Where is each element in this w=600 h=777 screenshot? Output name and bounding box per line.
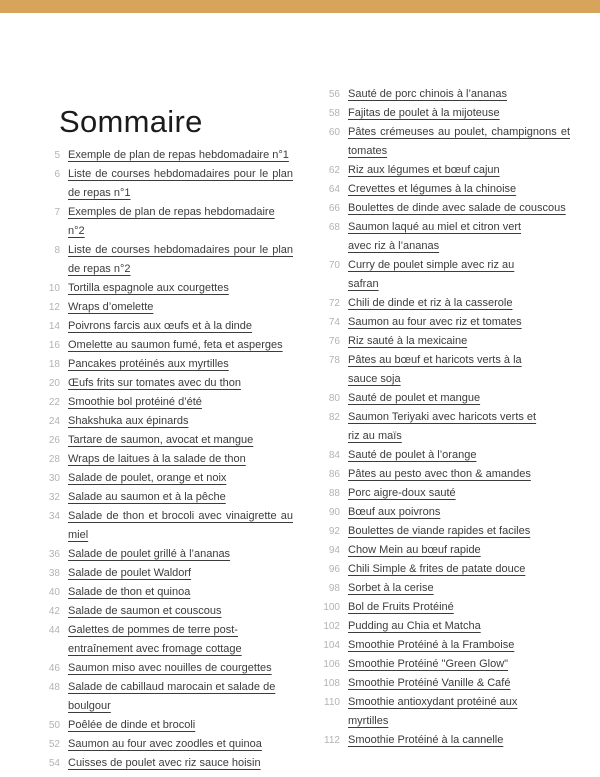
toc-entry-line: Shakshuka aux épinards (68, 415, 189, 427)
toc-page-number: 6 (54, 169, 60, 180)
toc-page-number: 102 (323, 621, 340, 632)
toc-entry-link[interactable] (68, 716, 293, 735)
toc-entry-line: Wraps de laitues à la salade de thon (68, 453, 246, 465)
toc-entry-line: Chow Mein au bœuf rapide (348, 544, 481, 556)
toc-page-number: 106 (323, 659, 340, 670)
toc-entry-link[interactable] (68, 279, 293, 298)
toc-entry-line: Salade de poulet, orange et noix (68, 472, 227, 484)
toc-entry (40, 241, 293, 279)
toc-entry-link[interactable] (348, 503, 570, 522)
toc-entry (40, 355, 293, 374)
toc-entry-link[interactable] (68, 165, 293, 203)
toc-entry-line: Poivrons farcis aux œufs et à la dinde (68, 320, 253, 332)
top-accent-bar (0, 0, 600, 13)
toc-entry (320, 484, 570, 503)
toc-page-number: 78 (328, 355, 340, 366)
toc-entry-link[interactable] (68, 317, 293, 336)
toc-entry-line: Boulettes de dinde avec salade de couscous (348, 202, 566, 214)
toc-entry (320, 560, 570, 579)
toc-entry (40, 716, 293, 735)
toc-entry-link[interactable] (68, 450, 293, 469)
toc-entry-link[interactable] (348, 446, 570, 465)
toc-entry-line: Saumon miso avec nouilles de courgettes (68, 662, 272, 674)
toc-entry-link[interactable] (68, 659, 293, 678)
toc-entry (320, 503, 570, 522)
toc-page-number: 92 (328, 526, 340, 537)
toc-page-number: 108 (323, 678, 340, 689)
toc-entry-link[interactable] (348, 674, 570, 693)
toc-entry-line: Porc aigre-doux sauté (348, 487, 456, 499)
toc-entry-line: Tartare de saumon, avocat et mangue (68, 434, 254, 446)
toc-entry-line: avec riz à l’ananas (348, 240, 440, 252)
toc-entry (40, 488, 293, 507)
toc-entry-line: Saumon Teriyaki avec haricots verts et (348, 411, 537, 423)
toc-entry (320, 294, 570, 313)
toc-entry (40, 507, 293, 545)
toc-entry (40, 450, 293, 469)
toc-entry-link[interactable] (348, 313, 570, 332)
toc-page-number: 96 (328, 564, 340, 575)
toc-entry-link[interactable] (348, 104, 570, 123)
toc-entry-link[interactable] (68, 355, 293, 374)
toc-entry (40, 659, 293, 678)
toc-entry (40, 602, 293, 621)
toc-page-number: 14 (48, 321, 60, 332)
toc-entry (40, 583, 293, 602)
toc-entry-link[interactable] (348, 85, 570, 104)
toc-entry (320, 579, 570, 598)
toc-page-number: 60 (328, 127, 340, 138)
toc-page-number: 36 (48, 549, 60, 560)
toc-entry (40, 279, 293, 298)
toc-entry-link[interactable] (68, 602, 293, 621)
toc-entry-link[interactable] (68, 583, 293, 602)
toc-entry-line: boulgour (68, 700, 111, 712)
toc-entry (320, 85, 570, 104)
toc-entry-link[interactable] (68, 241, 293, 279)
toc-entry-link[interactable] (68, 545, 293, 564)
toc-entry-line: Pudding au Chia et Matcha (348, 620, 481, 632)
toc-entry-link[interactable] (68, 374, 293, 393)
toc-page-number: 44 (48, 625, 60, 636)
toc-entry-line: Cuisses de poulet avec riz sauce hoisin (68, 757, 261, 769)
toc-entry-link[interactable] (348, 161, 570, 180)
toc-entry-line: Chili Simple & frites de patate douce (348, 563, 526, 575)
toc-page-number: 66 (328, 203, 340, 214)
toc-entry-line: Exemples de plan de repas hebdomadaire n°2 (68, 206, 275, 237)
toc-entry-link[interactable] (68, 146, 293, 165)
toc-page-number: 24 (48, 416, 60, 427)
toc-entry (40, 735, 293, 754)
toc-page-number: 84 (328, 450, 340, 461)
toc-entry-link[interactable] (348, 199, 570, 218)
toc-entry-line: Sorbet à la cerise (348, 582, 434, 594)
toc-entry-link[interactable] (348, 579, 570, 598)
toc-entry-line: Exemple de plan de repas hebdomadaire n°1 (68, 149, 289, 161)
toc-page-number: 22 (48, 397, 60, 408)
toc-entry (320, 351, 570, 389)
toc-entry (320, 598, 570, 617)
toc-page-number: 54 (48, 758, 60, 769)
toc-entry-line: Smoothie Protéiné "Green Glow" (348, 658, 509, 670)
toc-entry-line: Saumon laqué au miel et citron vert (348, 221, 522, 233)
toc-entry-line: Salade de thon et quinoa (68, 586, 191, 598)
toc-column-right (320, 85, 570, 750)
toc-page-number: 94 (328, 545, 340, 556)
toc-page-number: 64 (328, 184, 340, 195)
toc-page-number: 82 (328, 412, 340, 423)
toc-entry (320, 655, 570, 674)
toc-entry-line: safran (348, 278, 379, 290)
toc-entry (40, 203, 293, 241)
toc-entry-link[interactable] (68, 431, 293, 450)
toc-entry (320, 389, 570, 408)
toc-entry (40, 146, 293, 165)
toc-entry-link[interactable] (348, 731, 570, 750)
toc-entry (320, 674, 570, 693)
toc-entry-line: Saumon au four avec riz et tomates (348, 316, 522, 328)
toc-entry-line: tomates (348, 145, 388, 157)
toc-entry-link[interactable] (68, 678, 293, 716)
toc-entry-line: Sauté de porc chinois à l’ananas (348, 88, 507, 100)
toc-entry-link[interactable] (348, 484, 570, 503)
toc-entry-link[interactable] (348, 389, 570, 408)
page-title: Sommaire (59, 103, 203, 139)
toc-entry (320, 446, 570, 465)
toc-entry-link[interactable] (348, 465, 570, 484)
toc-entry (320, 123, 570, 161)
toc-page-number: 16 (48, 340, 60, 351)
toc-page-number: 80 (328, 393, 340, 404)
toc-entry-link[interactable] (68, 393, 293, 412)
toc-entry (40, 621, 293, 659)
toc-page-number: 90 (328, 507, 340, 518)
toc-entry (320, 332, 570, 351)
toc-page-number: 28 (48, 454, 60, 465)
toc-entry (40, 564, 293, 583)
toc-entry (320, 408, 570, 446)
toc-entry (320, 199, 570, 218)
toc-entry (40, 545, 293, 564)
toc-entry (40, 431, 293, 450)
toc-entry (320, 256, 570, 294)
toc-entry-line: Smoothie Protéiné Vanille & Café (348, 677, 511, 689)
toc-entry-link[interactable] (68, 507, 293, 545)
toc-page-number: 74 (328, 317, 340, 328)
toc-entry-line: sauce soja (348, 373, 401, 385)
toc-entry-line: entraînement avec fromage cottage (68, 643, 242, 655)
toc-entry (320, 636, 570, 655)
toc-entry-line: Smoothie Protéiné à la cannelle (348, 734, 504, 746)
toc-page-number: 32 (48, 492, 60, 503)
toc-entry (40, 336, 293, 355)
toc-entry-line: Liste de courses hebdomadaires pour le plan (68, 244, 293, 256)
toc-entry-line: Riz aux légumes et bœuf cajun (348, 164, 500, 176)
toc-entry (40, 165, 293, 203)
toc-entry-link[interactable] (68, 621, 293, 659)
toc-entry (40, 317, 293, 336)
toc-page-number: 34 (48, 511, 60, 522)
toc-entry-link[interactable] (348, 560, 570, 579)
toc-entry-link[interactable] (348, 693, 570, 731)
toc-page-number: 48 (48, 682, 60, 693)
toc-entry-line: Wraps d’omelette (68, 301, 154, 313)
toc-entry-link[interactable] (348, 636, 570, 655)
toc-entry-line: Salade au saumon et à la pêche (68, 491, 226, 503)
toc-entry (320, 218, 570, 256)
toc-entry-line: Smoothie Protéiné à la Framboise (348, 639, 515, 651)
toc-page-number: 58 (328, 108, 340, 119)
toc-entry (40, 393, 293, 412)
toc-page-number: 18 (48, 359, 60, 370)
toc-entry (320, 522, 570, 541)
toc-entry-line: miel (68, 529, 89, 541)
toc-entry-link[interactable] (348, 617, 570, 636)
toc-entry-link[interactable] (68, 336, 293, 355)
toc-entry-line: Smoothie antioxydant protéiné aux (348, 696, 518, 708)
toc-page-number: 40 (48, 587, 60, 598)
toc-entry-link[interactable] (68, 735, 293, 754)
toc-page-number: 52 (48, 739, 60, 750)
toc-entry-line: Œufs frits sur tomates avec du thon (68, 377, 242, 389)
toc-entry (320, 541, 570, 560)
toc-column-left (40, 146, 293, 773)
toc-entry-link[interactable] (68, 203, 293, 241)
toc-page-number: 30 (48, 473, 60, 484)
toc-entry (40, 374, 293, 393)
toc-entry-line: Tortilla espagnole aux courgettes (68, 282, 229, 294)
toc-entry-line: Pâtes crémeuses au poulet, champignons et (348, 126, 570, 138)
toc-entry-line: Pâtes au pesto avec thon & amandes (348, 468, 531, 480)
toc-entry-link[interactable] (348, 541, 570, 560)
toc-entry-line: Crevettes et légumes à la chinoise (348, 183, 517, 195)
toc-entry (320, 617, 570, 636)
toc-entry (40, 412, 293, 431)
toc-entry-line: Saumon au four avec zoodles et quinoa (68, 738, 262, 750)
toc-entry-line: Liste de courses hebdomadaires pour le plan (68, 168, 293, 180)
toc-page-number: 46 (48, 663, 60, 674)
toc-page-number: 42 (48, 606, 60, 617)
toc-entry (40, 754, 293, 773)
toc-entry-line: Salade de thon et brocoli avec vinaigrette au (68, 510, 293, 522)
toc-entry-line: Bol de Fruits Protéiné (348, 601, 454, 613)
toc-page-number: 26 (48, 435, 60, 446)
toc-entry-line: de repas n°1 (68, 187, 131, 199)
toc-page-number: 5 (54, 150, 60, 161)
toc-entry-line: Salade de poulet Waldorf (68, 567, 192, 579)
toc-entry (40, 469, 293, 488)
toc-entry (40, 678, 293, 716)
toc-entry-line: riz au maïs (348, 430, 402, 442)
toc-entry-line: Chili de dinde et riz à la casserole (348, 297, 513, 309)
toc-page-number: 110 (324, 697, 340, 708)
toc-page-number: 12 (48, 302, 60, 313)
toc-entry-link[interactable] (68, 412, 293, 431)
toc-page-number: 10 (48, 283, 60, 294)
toc-entry-line: Bœuf aux poivrons (348, 506, 441, 518)
toc-page-number: 56 (328, 89, 340, 100)
toc-entry (320, 731, 570, 750)
toc-entry-line: de repas n°2 (68, 263, 131, 275)
toc-page-number: 20 (48, 378, 60, 389)
toc-entry-line: Salade de poulet grillé à l’ananas (68, 548, 231, 560)
toc-page-number: 68 (328, 222, 340, 233)
toc-entry-link[interactable] (68, 754, 293, 773)
toc-entry (320, 180, 570, 199)
toc-entry (320, 465, 570, 484)
toc-entry-link[interactable] (68, 564, 293, 583)
toc-entry (320, 161, 570, 180)
toc-entry (320, 104, 570, 123)
toc-page-number: 72 (328, 298, 340, 309)
toc-page-number: 88 (328, 488, 340, 499)
toc-page-number: 62 (328, 165, 340, 176)
toc-page-number: 86 (328, 469, 340, 480)
toc-entry-line: Pancakes protéinés aux myrtilles (68, 358, 229, 370)
toc-page-number: 50 (48, 720, 60, 731)
toc-entry (320, 313, 570, 332)
toc-entry-line: Riz sauté à la mexicaine (348, 335, 468, 347)
toc-page-number: 76 (328, 336, 340, 347)
toc-page-number: 98 (328, 583, 340, 594)
toc-page-number: 38 (48, 568, 60, 579)
toc-entry-link[interactable] (348, 351, 570, 389)
toc-page-number: 104 (323, 640, 340, 651)
toc-entry-link[interactable] (348, 256, 570, 294)
toc-entry-line: Salade de saumon et couscous (68, 605, 222, 617)
toc-entry-line: Pâtes au bœuf et haricots verts à la (348, 354, 522, 366)
toc-entry-line: Sauté de poulet et mangue (348, 392, 481, 404)
toc-entry-line: Galettes de pommes de terre post- (68, 624, 238, 636)
toc-entry-line: Boulettes de viande rapides et faciles (348, 525, 531, 537)
toc-entry-link[interactable] (348, 332, 570, 351)
toc-page-number: 7 (54, 207, 60, 218)
toc-page-number: 8 (54, 245, 60, 256)
toc-entry-link[interactable] (68, 469, 293, 488)
toc-entry-line: Sauté de poulet à l’orange (348, 449, 477, 461)
toc-entry-link[interactable] (348, 294, 570, 313)
toc-entry-link[interactable] (68, 298, 293, 317)
toc-entry-link[interactable] (348, 218, 570, 256)
toc-entry (320, 693, 570, 731)
toc-entry-line: Smoothie bol protéiné d’été (68, 396, 202, 408)
toc-entry-link[interactable] (348, 123, 570, 161)
toc-entry-link[interactable] (68, 488, 293, 507)
toc-entry-link[interactable] (348, 598, 570, 617)
toc-page-number: 112 (324, 735, 340, 746)
toc-entry-line: Omelette au saumon fumé, feta et asperges (68, 339, 283, 351)
toc-entry-link[interactable] (348, 655, 570, 674)
toc-entry-line: Curry de poulet simple avec riz au (348, 259, 515, 271)
toc-entry (40, 298, 293, 317)
toc-page-number: 70 (328, 260, 340, 271)
toc-entry-line: Poêlée de dinde et brocoli (68, 719, 196, 731)
toc-entry-link[interactable] (348, 180, 570, 199)
toc-entry-link[interactable] (348, 408, 570, 446)
toc-entry-line: myrtilles (348, 715, 389, 727)
toc-entry-link[interactable] (348, 522, 570, 541)
toc-entry-line: Salade de cabillaud marocain et salade de (68, 681, 276, 693)
toc-entry-line: Fajitas de poulet à la mijoteuse (348, 107, 500, 119)
toc-page-number: 100 (323, 602, 340, 613)
